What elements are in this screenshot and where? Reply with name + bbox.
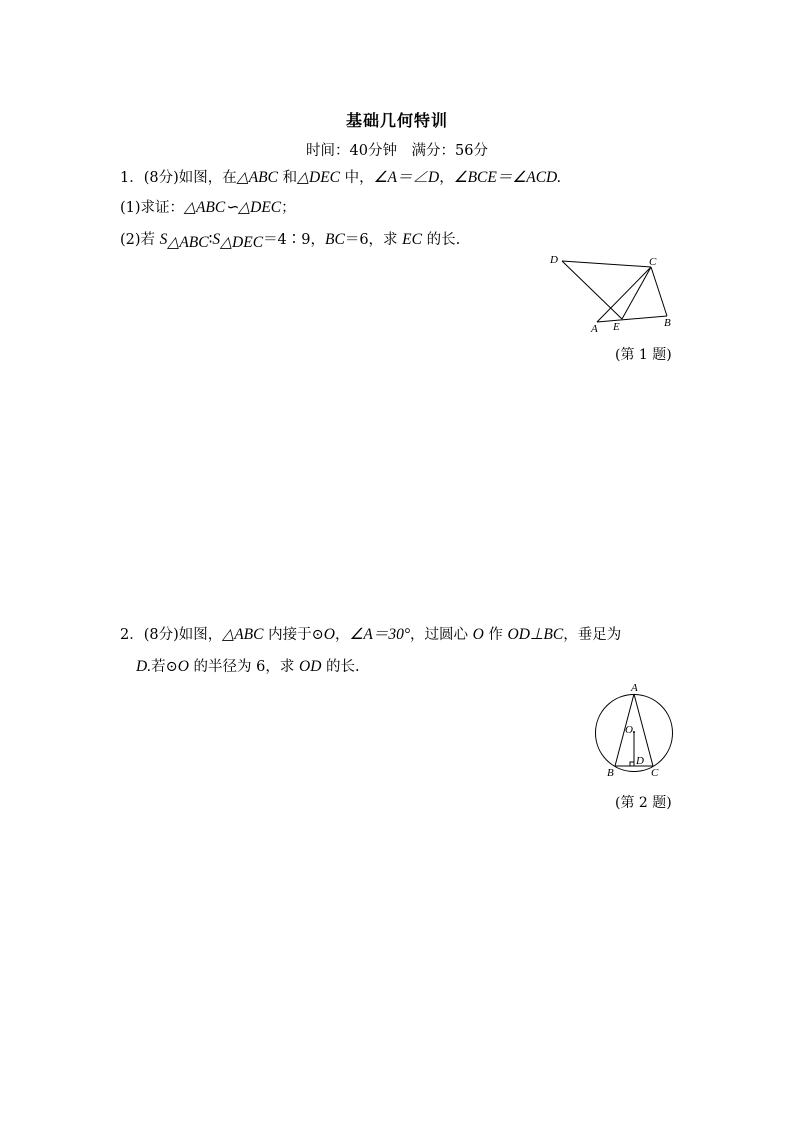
stem-text: 若⊙ [151,659,178,675]
area-subscript: △DEC [220,234,264,251]
triangle-dec: △DEC [297,169,341,186]
stem-text: ，垂足为 [563,627,622,643]
segment-ec: EC [402,231,422,248]
segment-de [562,261,622,319]
question-end: 的长. [421,232,461,248]
segment-bc: BC [325,231,345,248]
problem-number: 2． [120,627,144,643]
segment-ce [622,267,651,319]
center-point-o [633,731,635,733]
circle-o-symbol: O [323,626,335,643]
circle-o-symbol: O [177,658,189,675]
stem-text: 中， [340,170,374,186]
angle-a-value: ∠A＝30° [349,626,411,643]
time-and-score-info: 时间：40分钟 满分：56分 [306,143,488,159]
stem-text: 如图，在 [178,170,237,186]
right-angle-mark [630,762,634,766]
problem-score: (8分) [143,170,179,186]
stem-text: ， [439,170,454,186]
label-a: A [591,323,598,335]
area-symbol: S [159,231,168,248]
punctuation: ； [281,200,296,216]
segment-od: OD [299,658,322,675]
stem-text: 和 [277,170,298,186]
worksheet-title: 基础几何特训 [345,111,448,130]
foot-d-symbol: D. [136,658,152,675]
area-subscript: △ABC [167,234,209,251]
label-o: O [625,724,633,736]
figure-2-caption: (第 2 题) [615,795,672,811]
stem-text: 如图， [178,627,223,643]
condition-angle-a-d: ∠A＝∠D [373,169,440,186]
problem-number: 1． [120,170,144,186]
stem-text: 的半径为 6，求 [188,659,299,675]
figure-1-caption: (第 1 题) [615,347,672,363]
center-o-symbol: O [472,626,484,643]
question-end: 的长. [321,659,360,675]
ratio-value: ＝4∶9， [263,232,326,248]
segment-ca [597,267,651,322]
part-label: (1)求证： [120,200,185,216]
label-b: B [607,767,614,779]
problem-2-stem-line-2 [136,655,360,676]
stem-text: 内接于⊙ [263,627,324,643]
stem-text: ，过圆心 [410,627,473,643]
condition-angle-bce-acd: ∠BCE＝∠ACD. [453,169,562,186]
label-c: C [649,256,657,268]
segment-dc [562,261,651,267]
perpendicular-statement: OD⊥BC [507,626,564,643]
label-a: A [631,682,638,694]
segment-cb [651,267,667,316]
label-d: D [550,254,558,266]
label-e: E [613,321,620,333]
stem-text: ， [334,627,350,643]
bc-value: ＝6，求 [344,232,403,248]
triangle-abc: △ABC [236,169,278,186]
label-b: B [664,317,671,329]
label-c: C [651,767,659,779]
similarity-statement: △ABC∽△DEC [184,199,282,216]
problem-score: (8分) [143,627,179,643]
area-symbol: S [212,231,221,248]
ratio-colon: ∶ [208,232,213,248]
part-label: (2)若 [120,232,160,248]
problem-2-stem-line-1 [120,622,621,644]
segment-ab [597,316,667,322]
stem-text: 作 [483,627,508,643]
label-d: D [636,755,644,767]
triangle-abc: △ABC [222,626,264,643]
